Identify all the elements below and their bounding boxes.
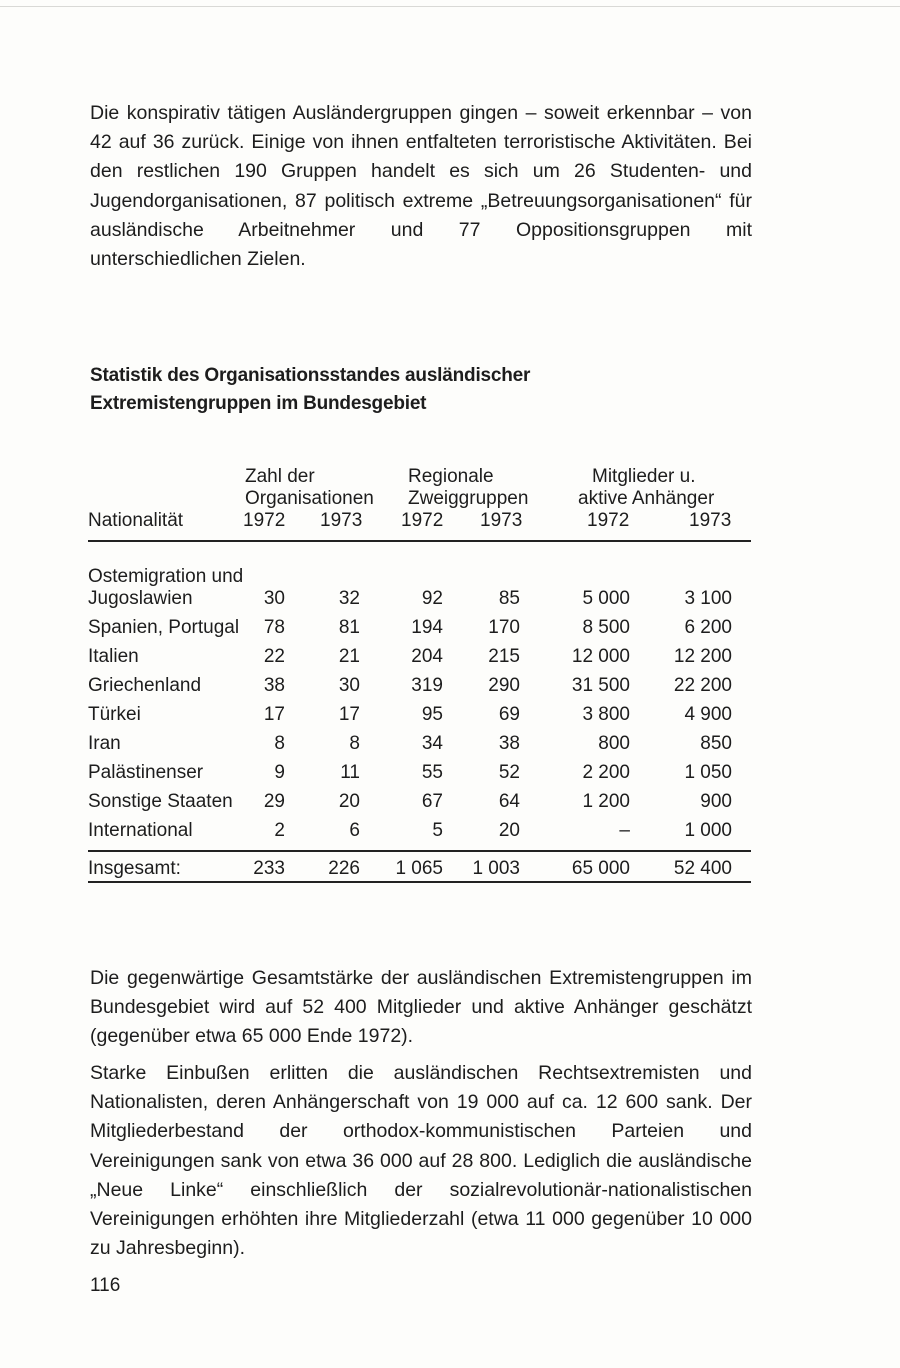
row-value: 194 bbox=[411, 617, 443, 638]
row-label: Palästinenser bbox=[88, 762, 204, 783]
row-value: 800 bbox=[598, 733, 630, 754]
row-value: 215 bbox=[488, 646, 520, 667]
header-rule bbox=[88, 540, 751, 542]
row-label: Türkei bbox=[88, 704, 141, 725]
row-label: Jugoslawien bbox=[88, 588, 193, 609]
total-label: Insgesamt: bbox=[88, 858, 181, 879]
strength-paragraph: Die gegenwärtige Gesamtstärke der ausländischen Extremistengruppen im Bundesgebiet wird auf 52 400 Mitglieder und aktive Anhänger geschätzt (gegenüber etwa 65 000 Ende 1972). bbox=[90, 967, 752, 1048]
total-value: 52 400 bbox=[673, 858, 732, 879]
header-members-line2: aktive Anhänger bbox=[578, 488, 715, 509]
total-value: 233 bbox=[253, 858, 285, 879]
row-value: 319 bbox=[411, 675, 443, 696]
header-branches-line2: Zweiggruppen bbox=[408, 488, 529, 509]
row-value: 3 100 bbox=[684, 588, 732, 609]
row-value: 32 bbox=[338, 588, 360, 609]
row-value: 290 bbox=[488, 675, 520, 696]
row-value: 204 bbox=[411, 646, 443, 667]
row-label: International bbox=[88, 820, 193, 841]
row-value: 5 bbox=[432, 820, 443, 841]
row-value: 9 bbox=[274, 762, 285, 783]
row-value: 31 500 bbox=[571, 675, 630, 696]
header-year-1973-branches: 1973 bbox=[480, 510, 523, 531]
row-value: 3 800 bbox=[582, 704, 630, 725]
page-number: 116 bbox=[90, 1275, 121, 1296]
intro-paragraph: Die konspirativ tätigen Ausländergruppen gingen – soweit erkennbar – von 42 auf 36 zurück. Einige von ihnen entfalteten terroristische Aktivitäten. Bei den restlichen 190 Gruppen handelt es sich um 26 Studenten- und Jugendorganisationen, 87 politisch extreme „Betreuungsorganisationen“ für ausländische Arbeitnehmer und 77 Oppositionsgruppen mit unterschiedlichen Zielen. bbox=[90, 102, 752, 271]
header-year-1972-org: 1972 bbox=[243, 510, 286, 531]
row-value: 17 bbox=[338, 704, 360, 725]
row-value: 12 000 bbox=[571, 646, 630, 667]
losses-paragraph: Starke Einbußen erlitten die ausländischen Rechtsextremisten und Nationalisten, deren Anhängerschaft von 19 000 auf ca. 12 600 sank. Der Mitgliederbestand der orthodox-kommunistischen Parteien und Vereinigungen sank von etwa 36 000 auf 28 800. Lediglich die ausländische „Neue Linke“ einschließlich der sozialrevolutionär-nationalistischen Vereinigungen erhöhten ihre Mitgliederzahl (etwa 11 000 gegenüber 10 000 zu Jahresbeginn). bbox=[90, 1062, 752, 1260]
header-year-1973-members: 1973 bbox=[689, 510, 732, 531]
row-value: 1 000 bbox=[684, 820, 732, 841]
row-value: 52 bbox=[498, 762, 520, 783]
total-value: 1 003 bbox=[472, 858, 520, 879]
row-label: Sonstige Staaten bbox=[88, 791, 233, 812]
row-value: 64 bbox=[498, 791, 520, 812]
row-value: 11 bbox=[340, 762, 360, 783]
row-label: Griechenland bbox=[88, 675, 202, 696]
header-year-1972-members: 1972 bbox=[587, 510, 630, 531]
row-value: 55 bbox=[421, 762, 443, 783]
row-value: 34 bbox=[421, 733, 443, 754]
header-year-1973-org: 1973 bbox=[320, 510, 363, 531]
row-value: 22 200 bbox=[673, 675, 732, 696]
row-label: Spanien, Portugal bbox=[88, 617, 240, 638]
row-value: 92 bbox=[421, 588, 443, 609]
row-value: 5 000 bbox=[582, 588, 630, 609]
row-value: 900 bbox=[700, 791, 732, 812]
row-value: 69 bbox=[498, 704, 520, 725]
row-value: 85 bbox=[498, 588, 520, 609]
header-nationality: Nationalität bbox=[88, 510, 184, 531]
row-value: 2 bbox=[274, 820, 285, 841]
row-value: 1 050 bbox=[684, 762, 732, 783]
total-rule-bottom bbox=[88, 881, 751, 883]
row-label-line1: Ostemigration und bbox=[88, 566, 244, 587]
row-value: 1 200 bbox=[582, 791, 630, 812]
row-value: 30 bbox=[263, 588, 285, 609]
row-value: 6 200 bbox=[684, 617, 732, 638]
row-label: Iran bbox=[88, 733, 121, 754]
row-value: 20 bbox=[498, 820, 520, 841]
row-value: 8 bbox=[349, 733, 360, 754]
row-value: 8 500 bbox=[582, 617, 630, 638]
row-value: 29 bbox=[263, 791, 285, 812]
header-members-line1: Mitglieder u. bbox=[592, 466, 696, 487]
row-value: 2 200 bbox=[582, 762, 630, 783]
row-value: 81 bbox=[338, 617, 360, 638]
total-value: 226 bbox=[328, 858, 360, 879]
table-title-line1: Statistik des Organisationsstandes ausländischer bbox=[90, 365, 531, 386]
row-value: 6 bbox=[349, 820, 360, 841]
row-value: 30 bbox=[338, 675, 360, 696]
page-edge-line bbox=[0, 6, 900, 7]
row-value: 12 200 bbox=[673, 646, 732, 667]
header-organisations-line2: Organisationen bbox=[245, 488, 374, 509]
row-value: 8 bbox=[274, 733, 285, 754]
row-label: Italien bbox=[88, 646, 139, 667]
row-value: 850 bbox=[700, 733, 732, 754]
row-value: – bbox=[619, 820, 630, 841]
header-year-1972-branches: 1972 bbox=[401, 510, 444, 531]
row-value: 22 bbox=[263, 646, 285, 667]
row-value: 21 bbox=[338, 646, 360, 667]
row-value: 67 bbox=[421, 791, 443, 812]
row-value: 38 bbox=[263, 675, 285, 696]
row-value: 95 bbox=[421, 704, 443, 725]
table-title-line2: Extremistengruppen im Bundesgebiet bbox=[90, 393, 427, 414]
row-value: 20 bbox=[338, 791, 360, 812]
total-rule-top bbox=[88, 850, 751, 852]
row-value: 4 900 bbox=[684, 704, 732, 725]
row-value: 78 bbox=[263, 617, 285, 638]
header-branches-line1: Regionale bbox=[408, 466, 494, 487]
header-organisations-line1: Zahl der bbox=[245, 466, 315, 487]
row-value: 17 bbox=[263, 704, 285, 725]
row-value: 170 bbox=[488, 617, 520, 638]
row-value: 38 bbox=[498, 733, 520, 754]
table-title bbox=[90, 362, 750, 418]
total-value: 65 000 bbox=[571, 858, 630, 879]
total-value: 1 065 bbox=[395, 858, 443, 879]
